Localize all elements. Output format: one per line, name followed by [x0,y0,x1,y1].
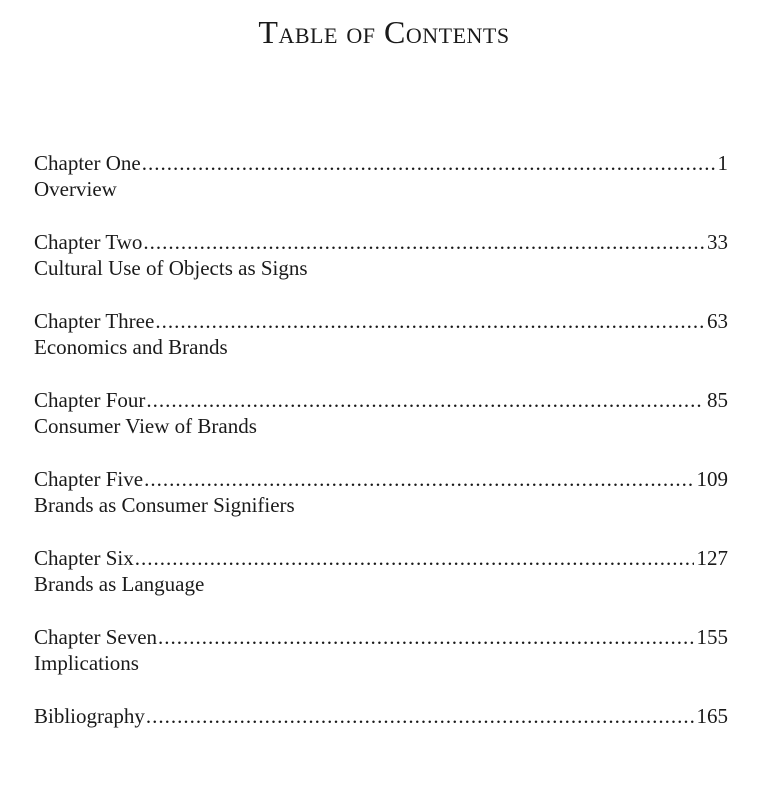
toc-dot-leader [158,624,693,650]
toc-line [34,466,728,492]
toc-line [34,545,728,571]
toc-chapter-label: Chapter Three [34,309,155,333]
toc-line [34,387,728,413]
toc-dot-leader [146,703,694,729]
toc-line [34,150,728,176]
toc-entry-chapter-five[interactable] [34,466,728,545]
toc-chapter-subtitle: Cultural Use of Objects as Signs [34,256,308,280]
toc-page-number: 63 [707,309,728,333]
toc-chapter-label: Chapter One [34,151,141,175]
toc-page-number: 109 [696,467,728,491]
toc-dot-leader [142,150,715,176]
toc-page-number: 165 [696,704,728,728]
toc-dot-leader [135,545,694,571]
toc-chapter-subtitle: Brands as Consumer Signifiers [34,493,295,517]
toc-chapter-subtitle: Economics and Brands [34,335,228,359]
toc-chapter-subtitle: Consumer View of Brands [34,414,257,438]
toc-page-number: 33 [707,230,728,254]
toc-dot-leader [155,308,704,334]
toc-list [34,150,728,782]
toc-chapter-label: Chapter Five [34,467,144,491]
toc-line [34,703,728,729]
toc-chapter-label: Chapter Six [34,546,134,570]
toc-page-number: 85 [707,388,728,412]
toc-entry-chapter-seven[interactable] [34,624,728,703]
toc-chapter-subtitle: Brands as Language [34,572,205,596]
toc-entry-bibliography[interactable] [34,703,728,782]
toc-dot-leader [143,229,704,255]
toc-dot-leader [146,387,704,413]
toc-page-number: 1 [717,151,728,175]
toc-entry-chapter-four[interactable] [34,387,728,466]
toc-page-number: 155 [696,625,728,649]
toc-entry-chapter-one[interactable] [34,150,728,229]
page-title: Table of Contents [258,14,510,50]
toc-entry-chapter-three[interactable] [34,308,728,387]
toc-line [34,229,728,255]
toc-chapter-label: Chapter Two [34,230,143,254]
toc-chapter-label: Bibliography [34,704,145,728]
toc-entry-chapter-six[interactable] [34,545,728,624]
toc-chapter-subtitle: Overview [34,177,117,201]
toc-entry-chapter-two[interactable] [34,229,728,308]
toc-line [34,308,728,334]
toc-line [34,624,728,650]
toc-page-number: 127 [696,546,728,570]
toc-dot-leader [144,466,693,492]
toc-chapter-subtitle: Implications [34,651,139,675]
toc-chapter-label: Chapter Seven [34,625,158,649]
toc-chapter-label: Chapter Four [34,388,146,412]
